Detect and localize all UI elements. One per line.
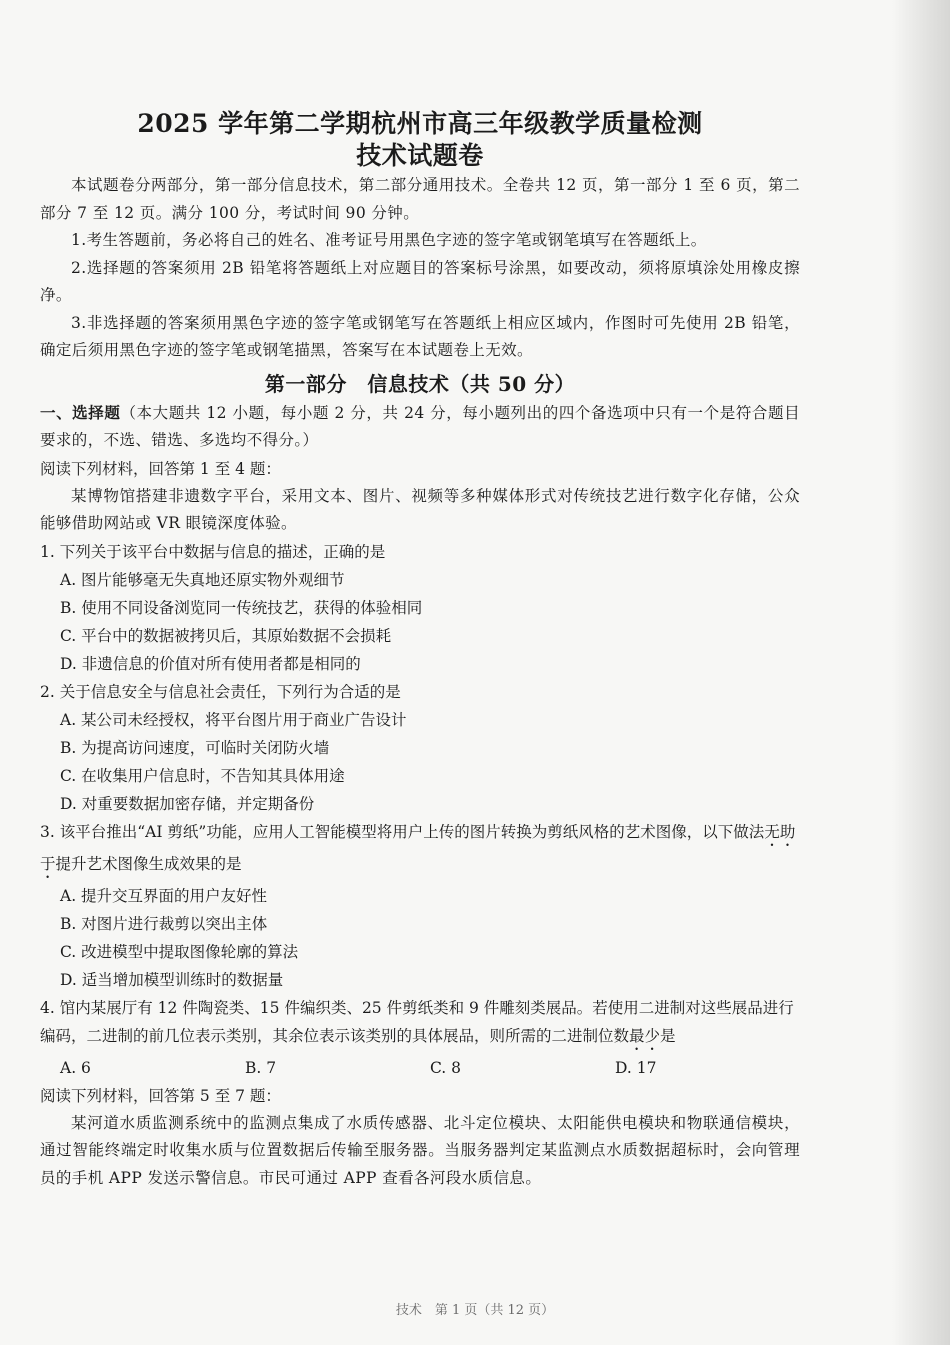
question-4-option-b: B. 7 [245,1058,277,1077]
question-4-option-d: D. 17 [615,1058,657,1077]
page-content [40,108,800,1192]
question-4-option-c: C. 8 [430,1058,462,1077]
question-3-stem-emphasis: 无助于 [40,822,796,873]
scan-edge-shadow [892,0,950,1345]
question-1-option-a: A. 图片能够毫无失真地还原实物外观细节 [60,570,345,589]
material1-text: 某博物馆搭建非遗数字平台，采用文本、图片、视频等多种媒体形式对传统技艺进行数字化存储，公众能够借助网站或 VR 眼镜深度体验。 [40,486,800,532]
section-one-text: （本大题共 12 小题，每小题 2 分，共 24 分，每小题列出的四个备选项中只有一个是符合题目要求的，不选、错选、多选均不得分。） [40,403,800,449]
question-1-stem: 1. 下列关于该平台中数据与信息的描述，正确的是 [40,542,386,561]
instruction-intro: 本试题卷分两部分，第一部分信息技术，第二部分通用技术。全卷共 12 页，第一部分 1 至 6 页，第二部分 7 至 12 页。满分 100 分，考试时间 90 分钟。 [40,176,800,222]
question-2-option-d: D. 对重要数据加密存储，并定期备份 [60,794,315,813]
question-1-option-b: B. 使用不同设备浏览同一传统技艺，获得的体验相同 [60,598,423,617]
question-3-stem [40,818,800,882]
question-1-option-c: C. 平台中的数据被拷贝后，其原始数据不会损耗 [60,626,392,645]
material2-text: 某河道水质监测系统中的监测点集成了水质传感器、北斗定位模块、太阳能供电模块和物联通信模块，通过智能终端定时收集水质与位置数据后传输至服务器。当服务器判定某监测点水质数据超标时，会向管理员的手机 APP 发送示警信息。市民可通过 APP 查看各河段水质信息。 [40,1113,800,1187]
instruction-3: 3.非选择题的答案须用黑色字迹的签字笔或钢笔写在答题纸上相应区域内，作图时可先使用 2B 铅笔，确定后须用黑色字迹的签字笔或钢笔描黑，答案写在本试题卷上无效。 [40,313,800,359]
section-one-head: 一、选择题 [40,402,121,422]
material2-intro: 阅读下列材料，回答第 5 至 7 题： [40,1086,281,1105]
question-4-stem-after: 是 [660,1026,676,1045]
page-number: 技术 第 1 页（共 12 页） [395,1303,555,1318]
instruction-1: 1.考生答题前，务必将自己的姓名、准考证号用黑色字迹的签字笔或钢笔填写在答题纸上。 [71,231,707,249]
question-3-stem-after: 提升艺术图像生成效果的是 [55,854,242,873]
exam-title: 2025 学年第二学期杭州市高三年级教学质量检测 [137,109,703,138]
question-4-options [40,1054,800,1082]
question-3-option-a: A. 提升交互界面的用户友好性 [60,886,268,905]
question-4-stem-emphasis: 最少 [629,1026,661,1045]
material1-intro: 阅读下列材料，回答第 1 至 4 题： [40,459,281,478]
part1-title: 第一部分 信息技术（共 50 分） [264,371,576,396]
page-footer [0,1290,950,1318]
question-4-stem [40,994,800,1054]
question-4-option-a: A. 6 [60,1058,91,1077]
question-2-option-a: A. 某公司未经授权，将平台图片用于商业广告设计 [60,710,407,729]
question-2-option-c: C. 在收集用户信息时，不告知其具体用途 [60,766,345,785]
instruction-2: 2.选择题的答案须用 2B 铅笔将答题纸上对应题目的答案标号涂黑，如要改动，须将原填涂处用橡皮擦净。 [40,258,800,304]
section-one-desc [40,399,800,455]
question-3-option-d: D. 适当增加模型训练时的数据量 [60,970,284,989]
question-2-option-b: B. 为提高访问速度，可临时关闭防火墙 [60,738,330,757]
question-3-option-c: C. 改进模型中提取图像轮廓的算法 [60,942,299,961]
question-2-stem: 2. 关于信息安全与信息社会责任，下列行为合适的是 [40,682,401,701]
exam-subtitle: 技术试题卷 [356,141,484,170]
question-4-stem-before: 4. 馆内某展厅有 12 件陶瓷类、15 件编织类、25 件剪纸类和 9 件雕刻类展品。若使用二进制对这些展品进行编码，二进制的前几位表示类别，其余位表示该类别的具体展品，则所需的二进制位数 [40,998,794,1045]
question-3-option-b: B. 对图片进行裁剪以突出主体 [60,914,268,933]
question-1-option-d: D. 非遗信息的价值对所有使用者都是相同的 [60,654,361,673]
question-3-stem-before: 3. 该平台推出“AI 剪纸”功能，应用人工智能模型将用户上传的图片转换为剪纸风格的艺术图像，以下做法 [40,822,765,841]
